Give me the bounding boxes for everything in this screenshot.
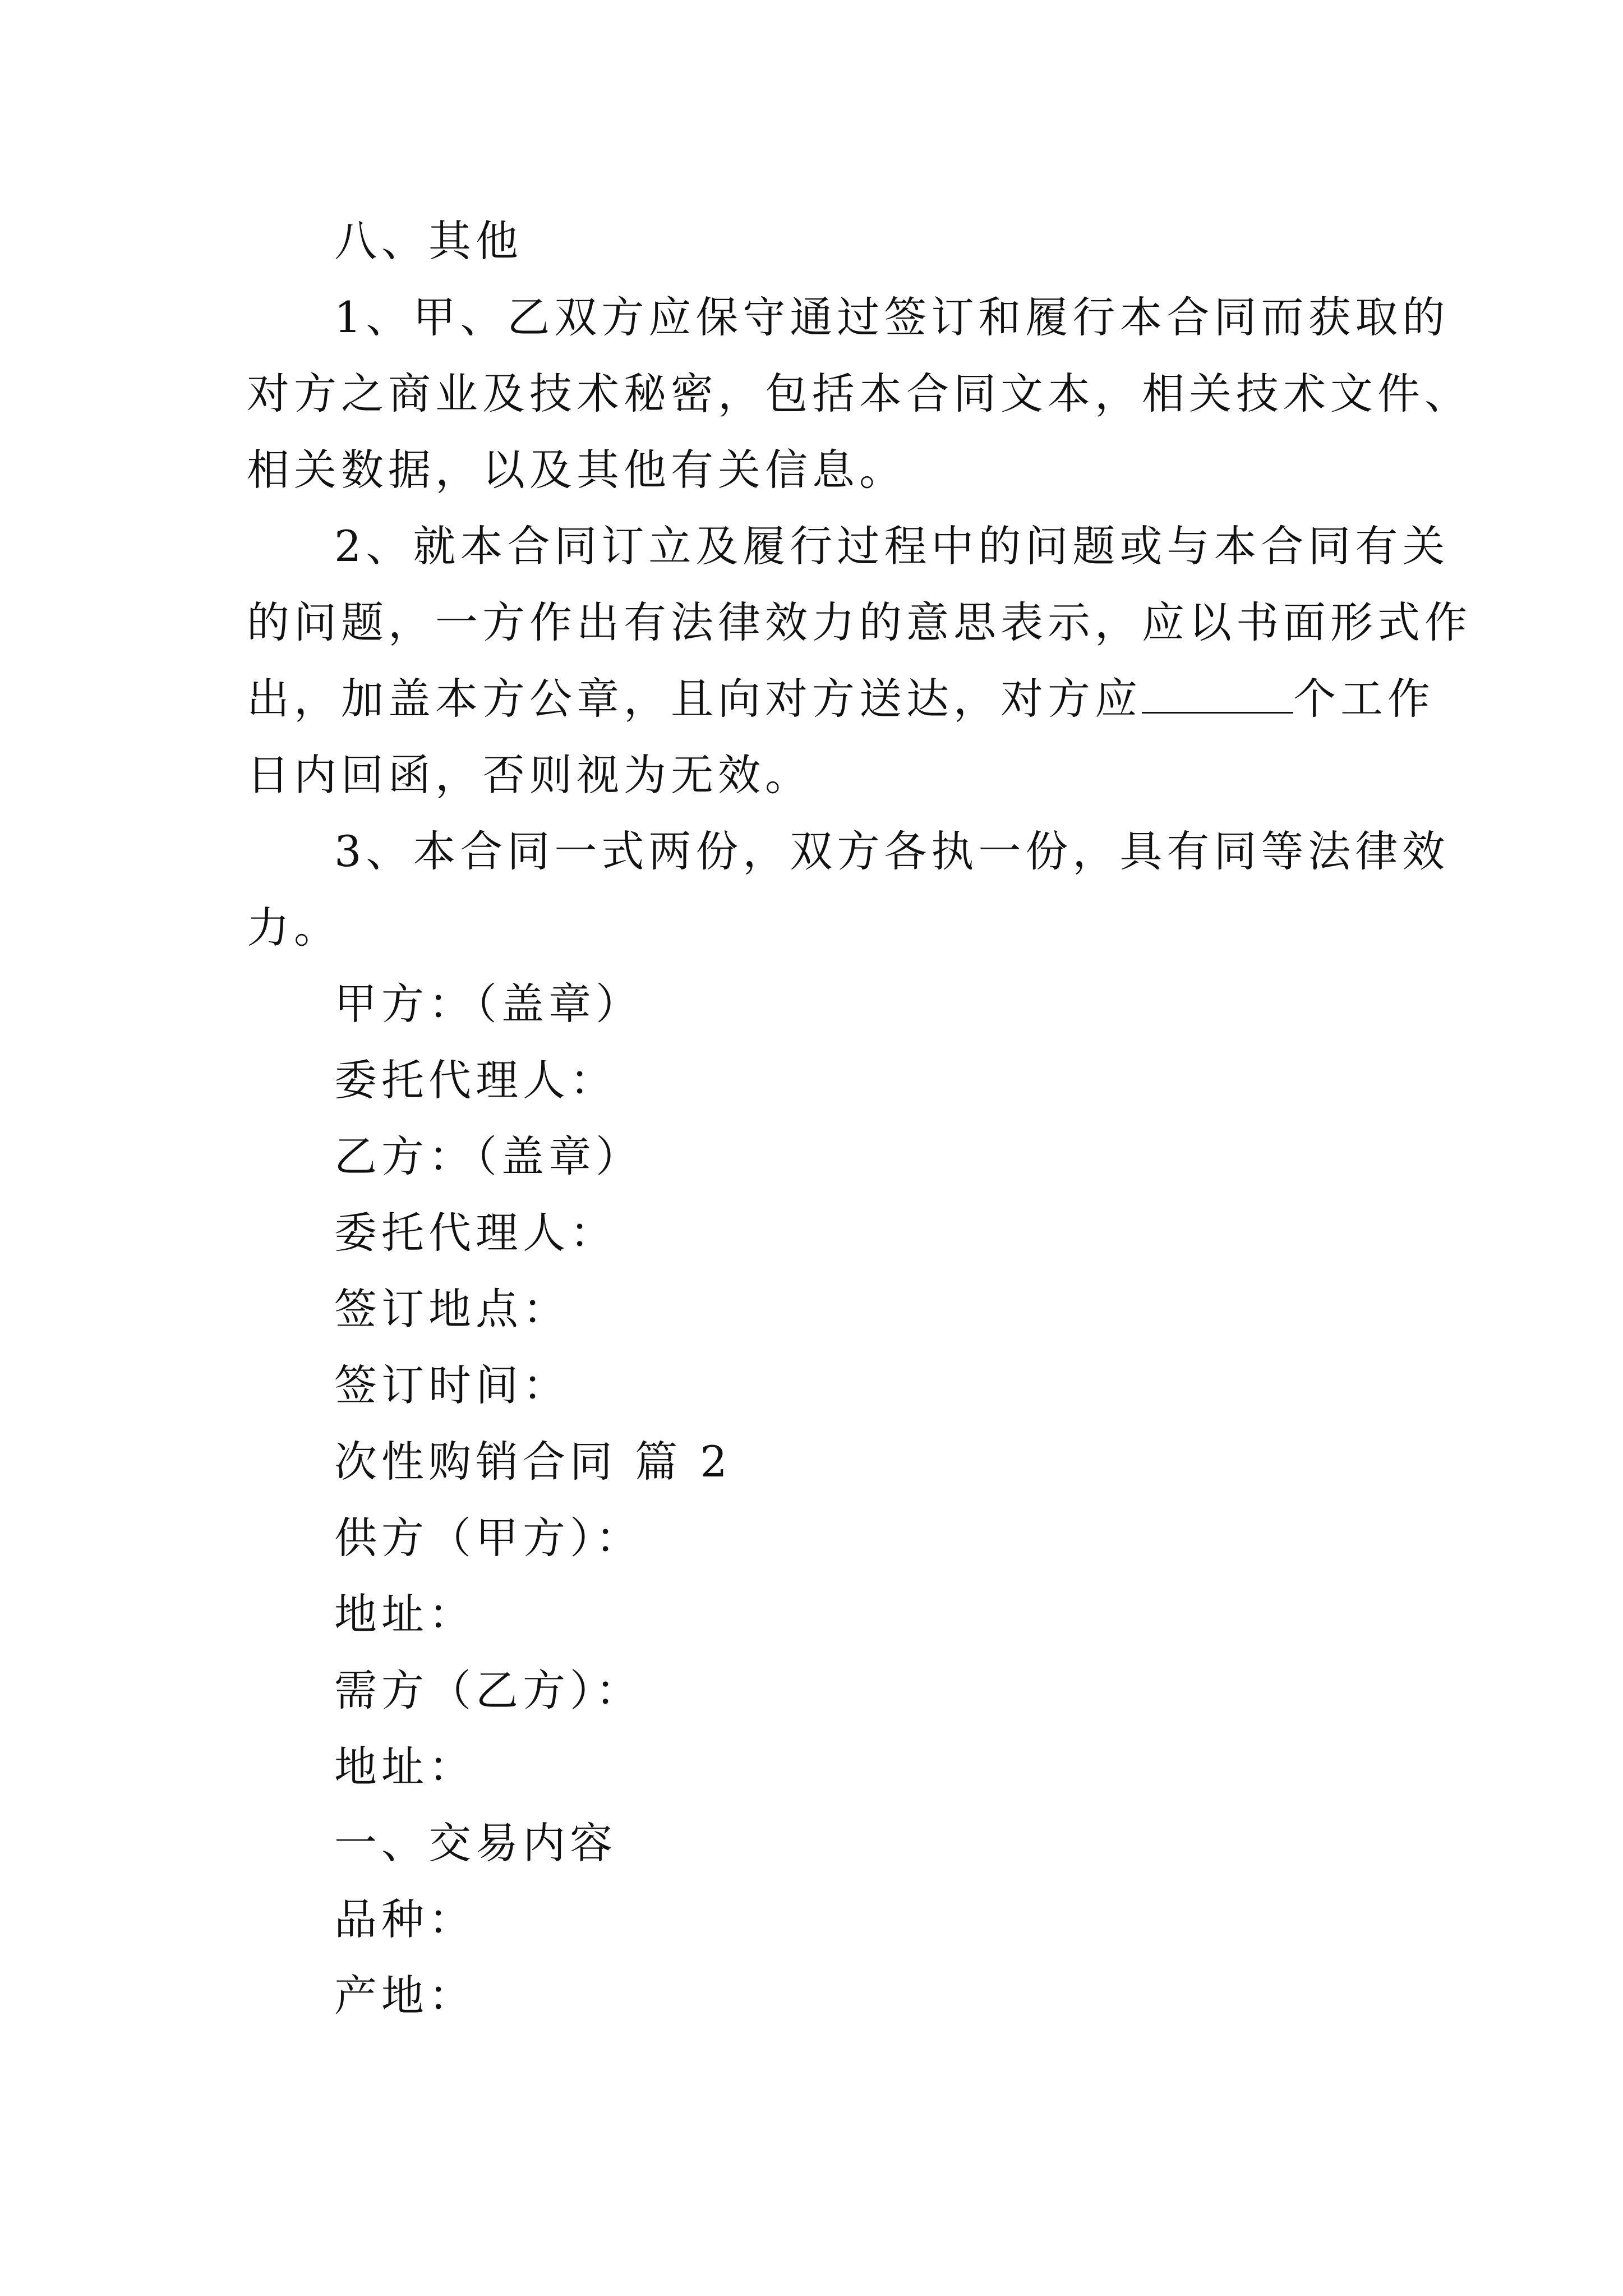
clause-2-line-2: 的问题，一方作出有法律效力的意思表示，应以书面形式作: [247, 597, 1472, 647]
signing-time: 签订时间：: [334, 1360, 570, 1410]
party-b-agent: 委托代理人：: [334, 1208, 617, 1258]
clause-3-line-2: 力。: [247, 903, 341, 953]
clause-2-line-3: [247, 671, 1435, 727]
clause-2-line-3-end: 个工作: [1293, 674, 1435, 724]
fill-in-blank-days: [1142, 673, 1293, 714]
origin-label: 产地：: [334, 1971, 476, 2021]
clause-2-line-1: 2、就本合同订立及履行过程中的问题或与本合同有关: [334, 521, 1450, 571]
party-a-seal: 甲方：（盖章）: [334, 979, 643, 1029]
party-b-seal: 乙方：（盖章）: [334, 1131, 643, 1181]
buyer-label: 需方（乙方）：: [334, 1665, 643, 1715]
supplier-label: 供方（甲方）：: [334, 1513, 643, 1563]
clause-2-line-3-start: 出，加盖本方公章，且向对方送达，对方应: [247, 674, 1142, 724]
supplier-address: 地址：: [334, 1589, 476, 1639]
contract-2-title: 次性购销合同 篇 2: [334, 1437, 732, 1487]
signing-place: 签订地点：: [334, 1284, 570, 1334]
clause-3-line-1: 3、本合同一式两份，双方各执一份，具有同等法律效: [334, 826, 1450, 876]
transaction-heading: 一、交易内容: [334, 1818, 617, 1868]
clause-1-line-3: 相关数据，以及其他有关信息。: [247, 445, 906, 495]
party-a-agent: 委托代理人：: [334, 1055, 617, 1105]
variety-label: 品种：: [334, 1894, 476, 1944]
section-heading: 八、其他: [334, 216, 523, 266]
clause-1-line-1: 1、甲、乙双方应保守通过签订和履行本合同而获取的: [334, 292, 1450, 342]
buyer-address: 地址：: [334, 1742, 476, 1792]
clause-2-line-4: 日内回函，否则视为无效。: [247, 750, 812, 800]
clause-1-line-2: 对方之商业及技术秘密，包括本合同文本，相关技术文件、: [247, 369, 1472, 418]
